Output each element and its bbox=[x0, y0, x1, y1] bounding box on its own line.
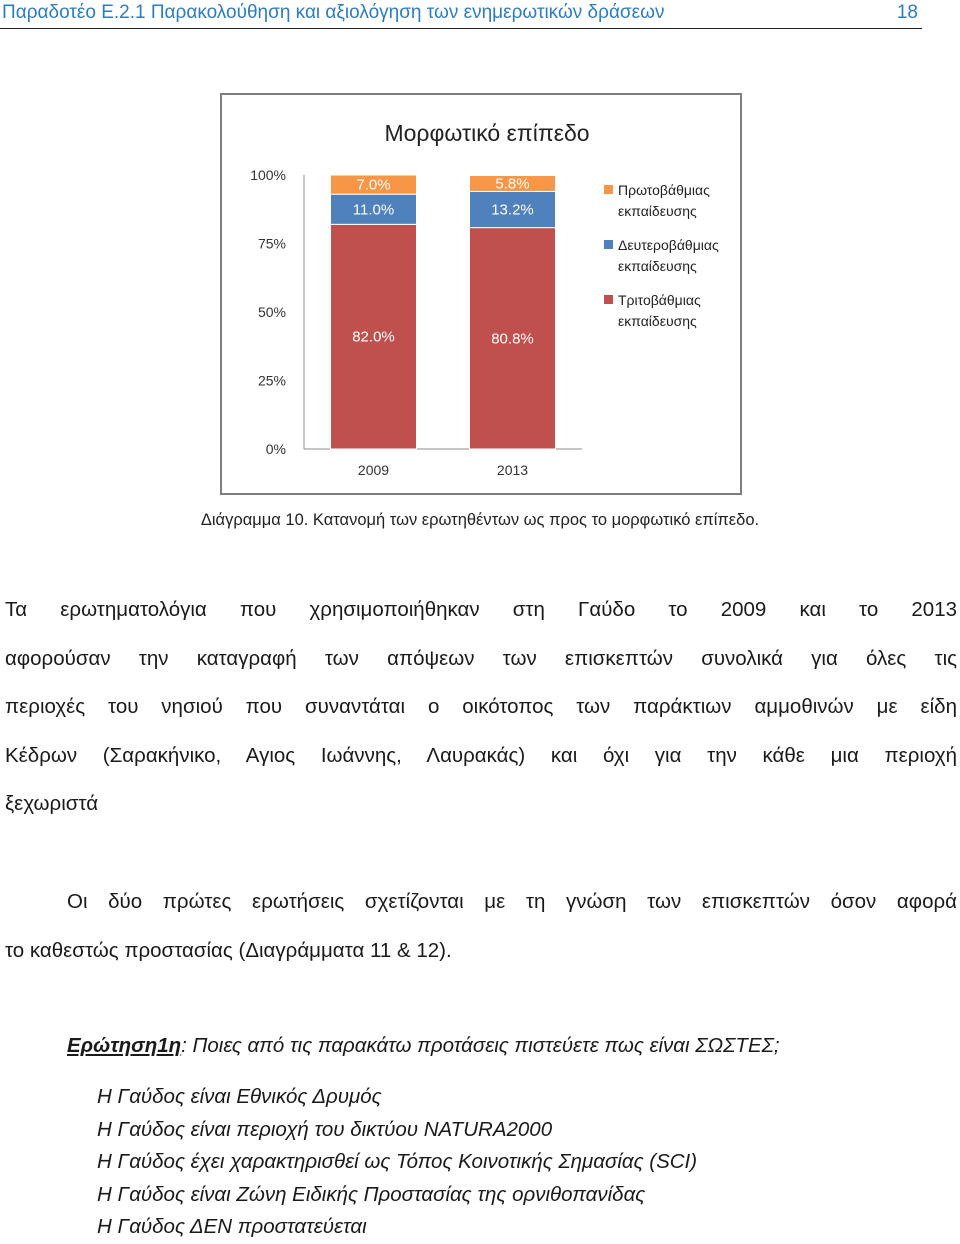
answer-option: Η Γαύδος είναι Εθνικός Δρυμός bbox=[97, 1085, 382, 1108]
bar-data-label: 13.2% bbox=[491, 201, 534, 219]
page-header bbox=[0, 0, 922, 29]
paragraph-survey-scope bbox=[5, 586, 957, 829]
paragraph-line: Κέδρων (Σαρακήνικο, Αγιος Ιωάννης, Λαυρακάς) και όχι για την κάθε μια περιοχή bbox=[5, 743, 957, 767]
paragraph-line: αφορούσαν την καταγραφή των απόψεων των επισκεπτών συνολικά για όλες τις bbox=[5, 646, 957, 670]
bar-data-label: 80.8% bbox=[491, 330, 534, 348]
bar-data-label: 7.0% bbox=[356, 176, 391, 194]
answer-option: Η Γαύδος είναι περιοχή του δικτύου NATURA2000 bbox=[97, 1117, 553, 1141]
paragraph-line: Οι δύο πρώτες ερωτήσεις σχετίζονται με τη γνώση των επισκεπτών όσον αφορά bbox=[67, 890, 957, 913]
legend-label: Πρωτοβάθμιας bbox=[618, 182, 710, 198]
y-tick-label: 50% bbox=[257, 304, 286, 320]
y-tick-label: 75% bbox=[257, 235, 286, 252]
question-text: : Ποιες από τις παρακάτω προτάσεις πιστεύετε πως είναι ΣΩΣΤΕΣ; bbox=[181, 1034, 780, 1057]
legend-label: εκπαίδευσης bbox=[618, 313, 697, 329]
chart-title: Μορφωτικό επίπεδο bbox=[384, 120, 590, 146]
paragraph-line: το καθεστώς προστασίας (Διαγράμματα 11 & 12). bbox=[5, 938, 452, 962]
question-label: Ερώτηση1η bbox=[67, 1034, 182, 1057]
y-tick-label: 100% bbox=[250, 167, 286, 183]
x-tick-label: 2013 bbox=[496, 462, 529, 478]
legend-label: εκπαίδευσης bbox=[618, 203, 697, 219]
legend-label: Δευτεροβάθμιας bbox=[618, 237, 719, 253]
answer-option: Η Γαύδος είναι Ζώνη Ειδικής Προστασίας της ορνιθοπανίδας bbox=[97, 1182, 646, 1206]
education-level-chart bbox=[220, 93, 742, 495]
answer-options bbox=[97, 1081, 697, 1244]
answer-option: Η Γαύδος ΔΕΝ προστατεύεται bbox=[97, 1215, 367, 1238]
legend-swatch bbox=[604, 240, 613, 249]
legend-label: εκπαίδευσης bbox=[618, 258, 697, 274]
page-number: 18 bbox=[896, 2, 918, 23]
legend-swatch bbox=[604, 295, 613, 304]
legend-swatch bbox=[604, 185, 613, 194]
x-tick-label: 2009 bbox=[357, 462, 390, 478]
paragraph-questions-intro bbox=[5, 878, 957, 975]
paragraph-line: ξεχωριστά bbox=[5, 792, 99, 815]
chart-canvas bbox=[222, 95, 740, 493]
paragraph-line: περιοχές του νησιού που συναντάται ο οικότοπος των παράκτιων αμμοθινών με είδη bbox=[5, 695, 957, 718]
bar-data-label: 5.8% bbox=[495, 175, 530, 193]
bar-data-label: 11.0% bbox=[352, 201, 395, 219]
question-1 bbox=[67, 1034, 780, 1058]
y-tick-label: 25% bbox=[257, 372, 286, 389]
y-tick-label: 0% bbox=[265, 441, 286, 457]
document-title: Παραδοτέο Ε.2.1 Παρακολούθηση και αξιολόγηση των ενημερωτικών δράσεων bbox=[2, 2, 665, 23]
answer-option: Η Γαύδος έχει χαρακτηρισθεί ως Τόπος Κοινοτικής Σημασίας (SCI) bbox=[97, 1150, 698, 1173]
bar-data-label: 82.0% bbox=[352, 328, 395, 346]
chart-caption: Διάγραμμα 10. Κατανομή των ερωτηθέντων ως προς το μορφωτικό επίπεδο. bbox=[200, 511, 760, 529]
paragraph-line: Τα ερωτηματολόγια που χρησιμοποιήθηκαν στη Γαύδο το 2009 και το 2013 bbox=[5, 598, 957, 621]
legend-label: Τριτοβάθμιας bbox=[618, 292, 701, 308]
